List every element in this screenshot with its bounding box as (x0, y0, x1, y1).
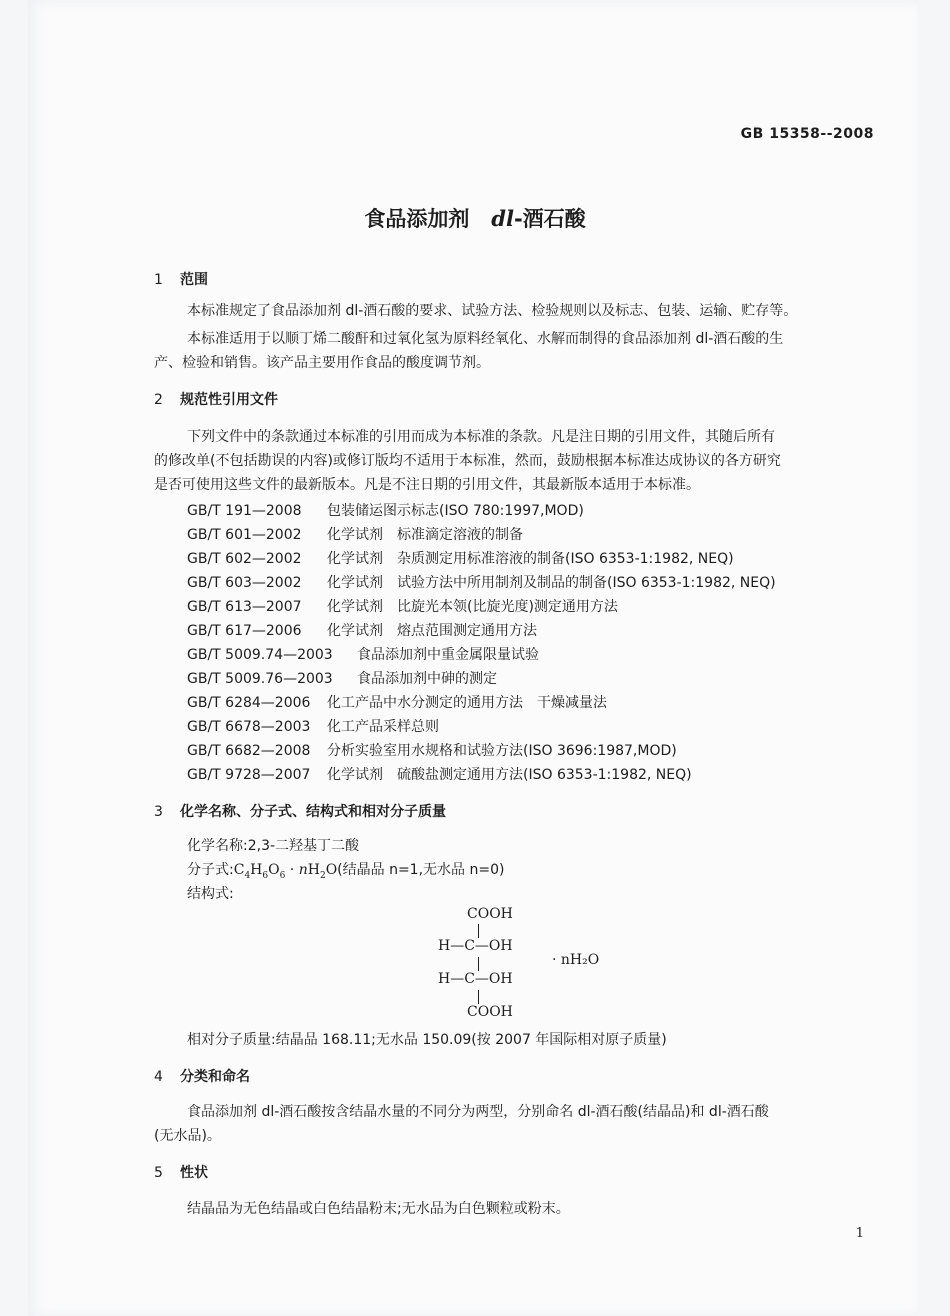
reference-item: GB/T 601—2002 化学试剂 标准滴定溶液的制备 (187, 527, 523, 543)
structure-label: 结构式: (187, 886, 234, 902)
struct-cooh-bottom: COOH (467, 1004, 513, 1020)
struct-bond (478, 957, 479, 971)
title-suffix: -酒石酸 (513, 207, 586, 231)
section-2-heading: 2 规范性引用文件 (154, 392, 278, 408)
section-1-para-2-line-2: 产、检验和销售。该产品主要用作食品的酸度调节剂。 (154, 355, 490, 371)
reference-item: GB/T 9728—2007 化学试剂 硫酸盐测定通用方法(ISO 6353-1:1982, NEQ) (187, 767, 692, 783)
reference-item: GB/T 602—2002 化学试剂 杂质测定用标准溶液的制备(ISO 6353-1:1982, NEQ) (187, 551, 734, 567)
struct-cooh-top: COOH (467, 906, 513, 922)
document-title (0, 203, 950, 233)
reference-item: GB/T 6678—2003 化工产品采样总则 (187, 719, 439, 735)
section-1-para-1: 本标准规定了食品添加剂 dl-酒石酸的要求、试验方法、检验规则以及标志、包装、运输、贮存等。 (187, 303, 798, 319)
molecular-mass: 相对分子质量:结晶品 168.11;无水品 150.09(按 2007 年国际相对原子质量) (187, 1032, 667, 1048)
reference-item: GB/T 603—2002 化学试剂 试验方法中所用制剂及制品的制备(ISO 6353-1:1982, NEQ) (187, 575, 776, 591)
struct-row-2: H—C—OH (438, 971, 513, 987)
chemical-name: 化学名称:2,3-二羟基丁二酸 (187, 838, 360, 854)
section-4-heading: 4 分类和命名 (154, 1069, 250, 1085)
reference-item: GB/T 6284—2006 化工产品中水分测定的通用方法 干燥减量法 (187, 695, 607, 711)
reference-item: GB/T 191—2008 包装储运图示标志(ISO 780:1997,MOD) (187, 503, 584, 519)
section-5-heading: 5 性状 (154, 1165, 208, 1181)
reference-item: GB/T 613—2007 化学试剂 比旋光本领(比旋光度)测定通用方法 (187, 599, 618, 615)
section-5-text: 结晶品为无色结晶或白色结晶粉末;无水品为白色颗粒或粉末。 (187, 1201, 570, 1217)
section-2-intro-line-2: 的修改单(不包括勘误的内容)或修订版均不适用于本标准，然而，鼓励根据本标准达成协议的各方研究 (154, 453, 781, 469)
reference-item: GB/T 6682—2008 分析实验室用水规格和试验方法(ISO 3696:1987,MOD) (187, 743, 677, 759)
struct-bond (478, 924, 479, 938)
section-3-heading: 3 化学名称、分子式、结构式和相对分子质量 (154, 804, 446, 820)
section-2-intro-line-3: 是否可使用这些文件的最新版本。凡是不注日期的引用文件，其最新版本适用于本标准。 (154, 477, 700, 493)
standard-code: GB 15358--2008 (740, 126, 874, 142)
struct-hydrate: · nH₂O (552, 952, 600, 968)
struct-row-1: H—C—OH (438, 938, 513, 954)
section-1-para-2-line-1: 本标准适用于以顺丁烯二酸酐和过氧化氢为原料经氧化、水解而制得的食品添加剂 dl-酒石酸的生 (187, 331, 784, 347)
section-1-heading: 1 范围 (154, 272, 208, 288)
section-4-line-2: (无水品)。 (154, 1128, 221, 1144)
struct-bond (478, 990, 479, 1004)
molecular-formula: 分子式$:C_4H_6O_6 \cdot nH_2O$(结晶品 n=1,无水品 n=0) (187, 862, 505, 881)
reference-item: GB/T 617—2006 化学试剂 熔点范围测定通用方法 (187, 623, 537, 639)
section-2-intro-line-1: 下列文件中的条款通过本标准的引用而成为本标准的条款。凡是注日期的引用文件，其随后所有 (187, 429, 775, 445)
title-prefix: 食品添加剂 (364, 207, 470, 231)
reference-item: GB/T 5009.76—2003 食品添加剂中砷的测定 (187, 671, 497, 687)
title-italic: dl (491, 206, 514, 231)
section-4-line-1: 食品添加剂 dl-酒石酸按含结晶水量的不同分为两型，分别命名 dl-酒石酸(结晶品)和 dl-酒石酸 (187, 1104, 769, 1120)
page-number: 1 (855, 1226, 864, 1241)
reference-item: GB/T 5009.74—2003 食品添加剂中重金属限量试验 (187, 647, 539, 663)
